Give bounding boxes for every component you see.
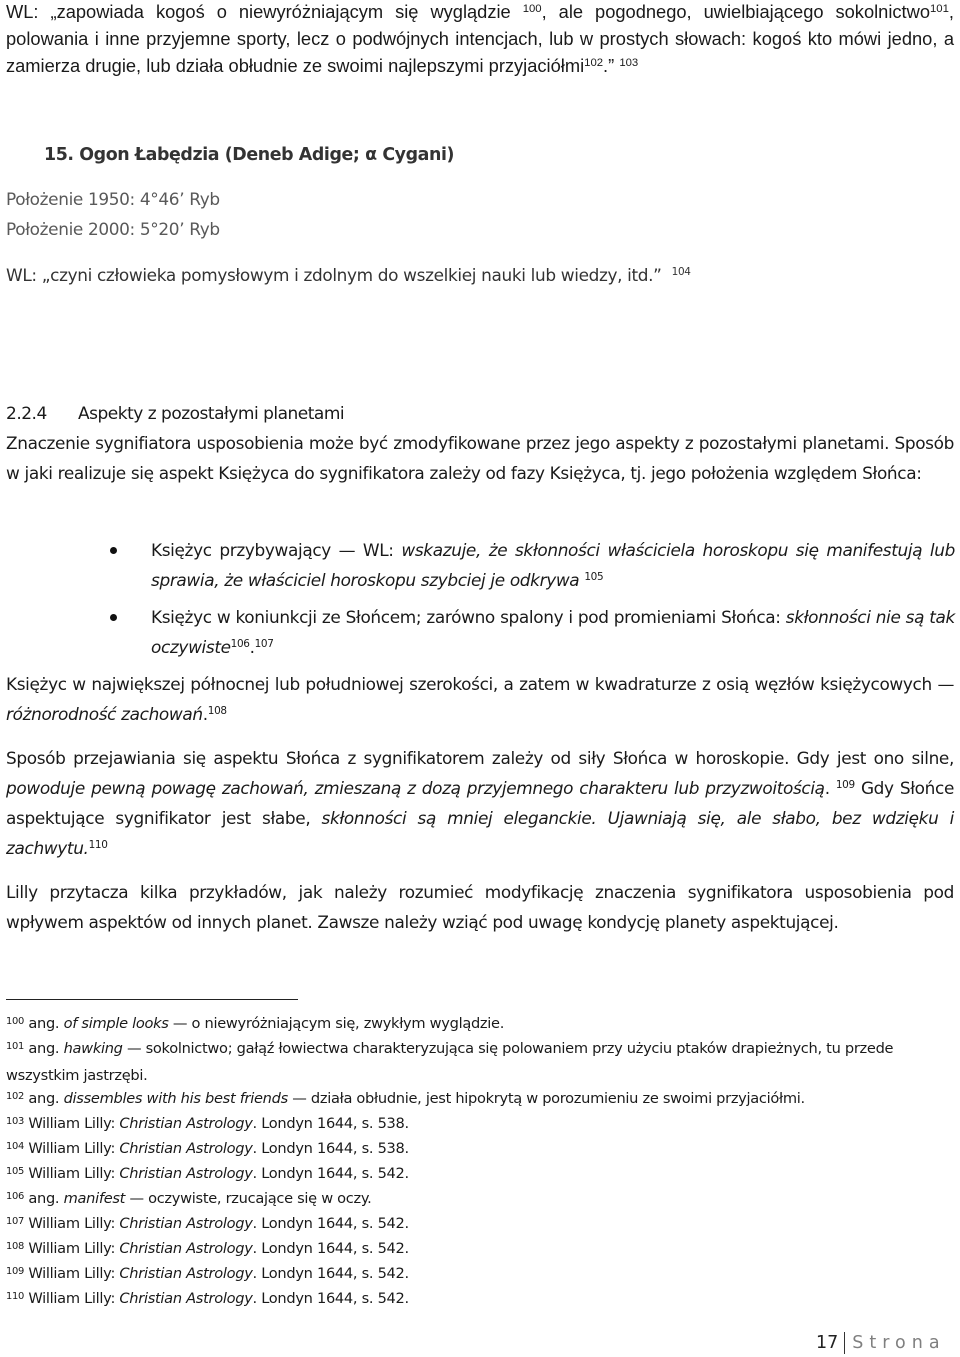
footnote-item: [6, 1037, 954, 1088]
footnote-ref-100[interactable]: 100: [522, 2, 542, 15]
star-wl-text: WL: „czyni człowieka pomysłowym i zdolnym do wszelkiej nauki lub wiedzy, itd.”: [6, 265, 662, 285]
footnote-number: 108: [6, 1240, 25, 1252]
paragraph-italic: skłonności są mniej eleganckie. Ujawniają się, ale słabo, bez wdzięku i zachwytu.: [6, 808, 954, 858]
footnote-text: — sokolnictwo; gałąź łowiectwa charakteryzująca się polowaniem przy użyciu ptaków drapieżnych, tu przede wszystkim jastrzębi.: [6, 1040, 894, 1084]
intro-text: WL: „zapowiada kogoś o niewyróżniającym się wyglądzie: [6, 1, 523, 22]
list-item-text: .: [249, 637, 255, 657]
footnote-italic: Christian Astrology: [119, 1290, 253, 1307]
footnote-number: 109: [6, 1265, 25, 1277]
list-item: [110, 602, 955, 662]
footnote-item: [6, 1187, 954, 1214]
footnote-text: — działa obłudnie, jest hipokrytą w porozumieniu ze swoimi przyjaciółmi.: [287, 1090, 805, 1107]
footnote-text: William Lilly:: [24, 1115, 120, 1132]
list-item: [110, 535, 955, 595]
section-paragraph-2: [6, 669, 954, 729]
paragraph-italic: różnorodność zachowań: [6, 704, 203, 724]
section-heading: [6, 400, 344, 428]
section-number: 2.2.4: [6, 404, 47, 424]
footnote-item: [6, 1262, 954, 1289]
page-footer: [816, 1330, 946, 1356]
position-2000: Położenie 2000: 5°20’ Ryb: [6, 219, 220, 239]
footnote-item: [6, 1212, 954, 1239]
footnote-text: William Lilly:: [24, 1215, 120, 1232]
footnote-ref-106[interactable]: 106: [230, 638, 250, 651]
footnote-text: . Londyn 1644, s. 538.: [252, 1115, 409, 1132]
footnote-text: — o niewyróżniającym się, zwykłym wyglądzie.: [168, 1015, 505, 1032]
footnote-ref-109[interactable]: 109: [835, 779, 855, 792]
paragraph-text: Sposób przejawiania się aspektu Słońca z sygnifikatorem zależy od siły Słońca w horoskopie. Gdy jest ono silne,: [6, 748, 954, 768]
intro-paragraph: [6, 0, 954, 79]
footnote-text: William Lilly:: [24, 1265, 120, 1282]
footer-divider: [844, 1332, 845, 1354]
bullet-list: [110, 535, 955, 669]
footnote-text: William Lilly:: [24, 1140, 120, 1157]
footnote-number: 107: [6, 1215, 25, 1227]
footnote-italic: Christian Astrology: [119, 1215, 253, 1232]
section-title: Aspekty z pozostałymi planetami: [78, 404, 345, 424]
footnote-italic: Christian Astrology: [119, 1165, 253, 1182]
footnote-ref-108[interactable]: 108: [207, 705, 227, 718]
list-item-italic: skłonności nie są tak oczywiste: [151, 607, 955, 657]
footnote-number: 110: [6, 1290, 25, 1302]
footnote-item: [6, 1162, 954, 1189]
footnote-text: William Lilly:: [24, 1240, 120, 1257]
footnote-item: [6, 1137, 954, 1164]
footnote-italic: manifest: [63, 1190, 126, 1207]
intro-text: .”: [603, 55, 615, 76]
footnote-number: 100: [6, 1015, 25, 1027]
list-item-text: Księżyc przybywający — WL:: [151, 540, 402, 560]
footnote-text: . Londyn 1644, s. 542.: [252, 1265, 409, 1282]
footnote-text: ang.: [24, 1090, 64, 1107]
footnote-number: 104: [6, 1140, 25, 1152]
footnote-italic: Christian Astrology: [119, 1115, 253, 1132]
intro-text: , ale pogodnego, uwielbiającego sokolnictwo: [541, 1, 930, 22]
page-label: Strona: [852, 1333, 946, 1353]
footnote-separator: [6, 999, 298, 1000]
footnote-text: . Londyn 1644, s. 542.: [252, 1290, 409, 1307]
star-wl-quote: [6, 260, 954, 290]
star-heading: 15. Ogon Łabędzia (Deneb Adige; α Cygani): [44, 145, 455, 165]
section-paragraph-4: Lilly przytacza kilka przykładów, jak należy rozumieć modyfikację znaczenia sygnifikatora usposobienia pod wpływem aspektów od innych planet. Zawsze należy wziąć pod uwagę kondycję planety aspektującej.: [6, 882, 954, 932]
footnote-number: 102: [6, 1090, 25, 1102]
paragraph-italic: powoduje pewną powagę zachowań, zmieszaną z dozą przyjemnego charakteru lub przyzwoitością: [6, 778, 825, 798]
paragraph-text: Księżyc w największej północnej lub południowej szerokości, a zatem w kwadraturze z osią węzłów księżycowych —: [6, 674, 954, 694]
footnote-ref-107[interactable]: 107: [254, 638, 274, 651]
footnote-number: 106: [6, 1190, 25, 1202]
footnote-text: . Londyn 1644, s. 538.: [252, 1140, 409, 1157]
section-paragraph-1: Znaczenie sygnifiatora usposobienia może być zmodyfikowane przez jego aspekty z pozostałymi planetami. Sposób w jaki realizuje się aspekt Księżyca do sygnifikatora zależy od fazy Księżyca, tj. jego położenia względem Słońca:: [6, 433, 954, 483]
footnote-ref-101[interactable]: 101: [930, 2, 949, 15]
page-number: 17: [816, 1333, 839, 1353]
footnote-item: [6, 1112, 954, 1139]
footnote-item: [6, 1287, 954, 1314]
footnote-ref-110[interactable]: 110: [88, 839, 108, 852]
footnote-italic: Christian Astrology: [119, 1240, 253, 1257]
footnote-ref-102[interactable]: 102: [584, 56, 604, 69]
footnote-number: 101: [6, 1040, 25, 1052]
footnote-italic: Christian Astrology: [119, 1140, 253, 1157]
footnote-italic: hawking: [63, 1040, 123, 1057]
footnote-ref-105[interactable]: 105: [584, 571, 604, 584]
footnote-number: 105: [6, 1165, 25, 1177]
footnote-number: 103: [6, 1115, 25, 1127]
footnote-item: [6, 1087, 954, 1114]
footnote-italic: of simple looks: [63, 1015, 169, 1032]
footnote-item: [6, 1012, 954, 1039]
footnote-text: William Lilly:: [24, 1165, 120, 1182]
bullet-icon: [110, 614, 117, 621]
footnote-italic: Christian Astrology: [119, 1265, 253, 1282]
list-item-italic: wskazuje, że skłonności właściciela horoskopu się manifestują lub sprawia, że właściciel horoskopu szybciej je odkrywa: [151, 540, 955, 590]
footnote-text: William Lilly:: [24, 1290, 120, 1307]
section-paragraph-3: [6, 743, 954, 863]
footnote-ref-103[interactable]: 103: [619, 56, 639, 69]
paragraph-text: .: [824, 778, 836, 798]
footnote-text: . Londyn 1644, s. 542.: [252, 1240, 409, 1257]
intro-text: , polowania i inne przyjemne sporty, lecz o podwójnych intencjach, lub w prostych słowach: kogoś kto mówi jedno, a zamierza drugie, lub działa obłudnie ze swoimi najlepszymi przyjaciółmi: [6, 1, 954, 76]
paragraph-text: .: [202, 704, 208, 724]
footnote-item: [6, 1237, 954, 1264]
footnote-text: — oczywiste, rzucające się w oczy.: [125, 1190, 372, 1207]
footnote-ref-104[interactable]: 104: [671, 266, 691, 279]
position-1950: Położenie 1950: 4°46’ Ryb: [6, 189, 220, 209]
footnote-italic: dissembles with his best friends: [63, 1090, 288, 1107]
footnote-text: ang.: [24, 1040, 64, 1057]
list-item-text: Księżyc w koniunkcji ze Słońcem; zarówno spalony i pod promieniami Słońca:: [151, 607, 786, 627]
footnote-text: ang.: [24, 1190, 64, 1207]
footnote-text: ang.: [24, 1015, 64, 1032]
bullet-icon: [110, 547, 117, 554]
paragraph-text: Gdy Słońce aspektujące sygnifikator jest słabe,: [6, 778, 954, 828]
footnote-text: . Londyn 1644, s. 542.: [252, 1165, 409, 1182]
footnote-text: . Londyn 1644, s. 542.: [252, 1215, 409, 1232]
